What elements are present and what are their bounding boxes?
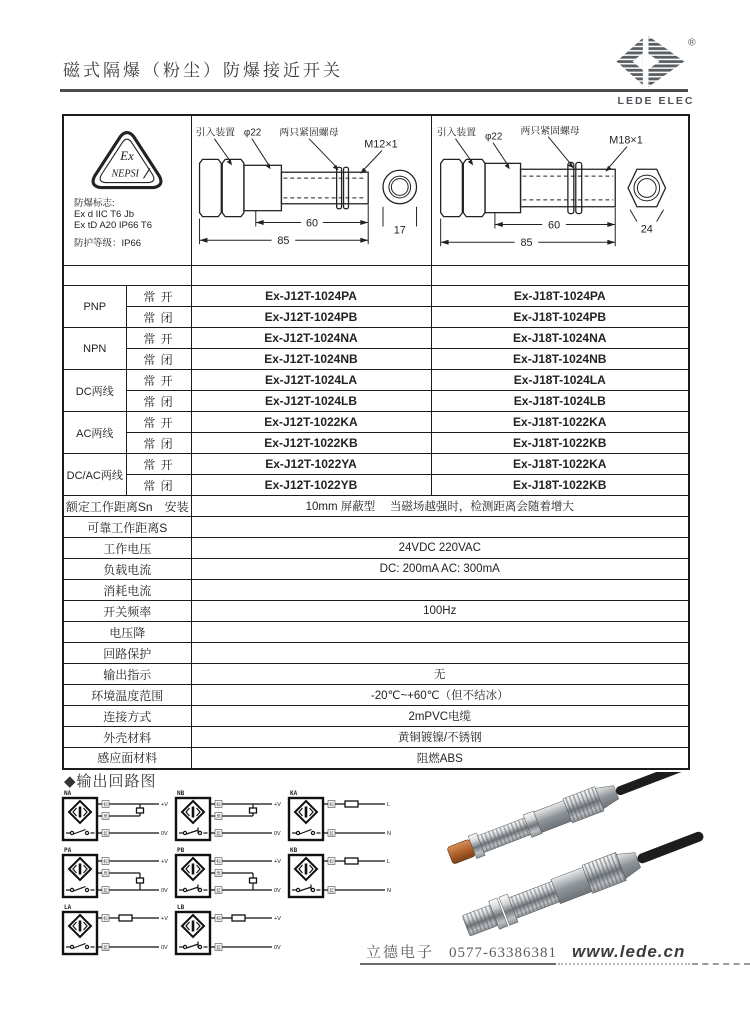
circuit-diagram-ka: [286, 788, 398, 844]
svg-text:LA: LA: [64, 904, 72, 911]
footer-underline-dashed: [692, 963, 750, 965]
svg-text:N: N: [387, 888, 391, 894]
svg-text:棕: 棕: [103, 916, 108, 922]
contact-cell: 常 闭: [126, 475, 191, 496]
model-cell-j12: Ex-J12T-1022YA: [191, 454, 431, 475]
spec-value: -20℃~+60℃（但不结冰）: [191, 685, 689, 706]
cert-label: 防爆标志:: [74, 198, 115, 209]
svg-text:0V: 0V: [161, 888, 168, 894]
category-cell: AC两线: [63, 412, 126, 454]
model-cell-j18: Ex-J18T-1024NA: [431, 328, 689, 349]
svg-text:NA: NA: [64, 790, 72, 797]
drawing1-thread-label: M12×1: [364, 138, 398, 151]
model-cell-j12: Ex-J12T-1022KA: [191, 412, 431, 433]
spec-label: 开关频率: [63, 601, 191, 622]
spec-label: 可靠工作距离S: [63, 517, 191, 538]
product-photo: [428, 772, 728, 962]
spec-value: [191, 622, 689, 643]
output-circuits-title: ◆输出回路图: [64, 774, 157, 790]
cert-ip: 防护等级：IP66: [74, 238, 142, 249]
model-cell-j12: Ex-J12T-1024LB: [191, 391, 431, 412]
category-cell: PNP: [63, 286, 126, 328]
spec-row: [63, 601, 689, 622]
spec-row: [63, 727, 689, 748]
svg-text:黑: 黑: [103, 814, 108, 820]
model-cell-j18: Ex-J18T-1022KA: [431, 454, 689, 475]
cert-line1: Ex d IIC T6 Jb: [74, 209, 135, 220]
circuit-diagram-na: [60, 788, 172, 844]
dimension-drawing-m12-cell: [191, 115, 431, 266]
drawing2-thread-label: M18×1: [609, 134, 643, 147]
drawing1-dim-85: 85: [277, 235, 290, 248]
model-row: [63, 412, 689, 433]
spec-row: [63, 748, 689, 769]
drawing1-lead-in-label: 引入装置: [195, 127, 236, 139]
model-row: [63, 475, 689, 496]
model-row: [63, 286, 689, 307]
drawing1-diameter-label: φ22: [243, 127, 262, 139]
model-cell-j12: Ex-J12T-1024PA: [191, 286, 431, 307]
brand-logo: [606, 34, 706, 107]
spec-row: [63, 622, 689, 643]
svg-text:NB: NB: [177, 790, 185, 797]
spec-row: [63, 496, 689, 517]
svg-text:蓝: 蓝: [216, 945, 221, 951]
svg-text:KA: KA: [290, 790, 298, 797]
header-divider: [60, 89, 688, 92]
svg-text:+V: +V: [161, 916, 168, 922]
svg-text:+V: +V: [161, 859, 168, 865]
registered-mark: ®: [687, 37, 696, 49]
dimension-drawing-m12: [192, 116, 430, 260]
svg-text:蓝: 蓝: [103, 831, 108, 837]
svg-text:0V: 0V: [161, 945, 168, 951]
circuit-diagram-pa: [60, 845, 172, 901]
model-cell-j18: Ex-J18T-1024PA: [431, 286, 689, 307]
model-row: [63, 349, 689, 370]
dimension-drawing-m18: [433, 116, 687, 260]
svg-text:棕: 棕: [103, 859, 108, 865]
svg-text:LB: LB: [177, 904, 185, 911]
model-cell-j12: Ex-J12T-1022YB: [191, 475, 431, 496]
svg-text:0V: 0V: [274, 888, 281, 894]
separator-row: [63, 266, 689, 286]
svg-text:蓝: 蓝: [103, 945, 108, 951]
spec-value: 24VDC 220VAC: [191, 538, 689, 559]
contact-cell: 常 开: [126, 412, 191, 433]
drawing1-nuts-label: 两只紧固螺母: [279, 127, 339, 139]
spec-value: [191, 643, 689, 664]
circuit-diagram-lb: [173, 902, 285, 958]
model-row: [63, 391, 689, 412]
spec-row: [63, 580, 689, 601]
circuit-diagram-pb: [173, 845, 285, 901]
lede-logo-icon: [609, 34, 703, 89]
svg-text:+V: +V: [161, 802, 168, 808]
circuit-diagram-kb: [286, 845, 398, 901]
svg-text:0V: 0V: [274, 831, 281, 837]
spec-row: [63, 538, 689, 559]
drawing2-nuts-label: 两只紧固螺母: [520, 125, 580, 137]
svg-text:0V: 0V: [274, 945, 281, 951]
spec-value: 10mm 屏蔽型 当磁场越强时，检测距离会随着增大: [191, 496, 689, 517]
spec-row: [63, 664, 689, 685]
model-cell-j18: Ex-J18T-1024NB: [431, 349, 689, 370]
nepsi-name-text: NEPSI: [111, 168, 140, 180]
spec-label: 连接方式: [63, 706, 191, 727]
drawing1-dim-60: 60: [305, 217, 319, 230]
model-cell-j12: Ex-J12T-1022KB: [191, 433, 431, 454]
product-table: [62, 114, 690, 770]
circuit-diagram-nb: [173, 788, 285, 844]
page-title: 磁式隔爆（粉尘）防爆接近开关: [63, 61, 343, 80]
category-cell: DC/AC两线: [63, 454, 126, 496]
certification-cell: [63, 115, 191, 266]
model-cell-j18: Ex-J18T-1024LA: [431, 370, 689, 391]
contact-cell: 常 闭: [126, 349, 191, 370]
spec-row: [63, 685, 689, 706]
svg-text:棕: 棕: [329, 802, 334, 808]
model-row: [63, 433, 689, 454]
model-cell-j12: Ex-J12T-1024PB: [191, 307, 431, 328]
model-cell-j12: Ex-J12T-1024NB: [191, 349, 431, 370]
model-cell-j18: Ex-J18T-1022KA: [431, 412, 689, 433]
model-row: [63, 307, 689, 328]
footer-underline-dotted: [558, 963, 690, 965]
spec-row: [63, 643, 689, 664]
brand-name: LEDE ELEC: [617, 95, 695, 107]
spacer-cell: [431, 266, 689, 286]
svg-text:蓝: 蓝: [103, 888, 108, 894]
spacer-cell: [63, 266, 191, 286]
spec-row: [63, 559, 689, 580]
spec-label: 消耗电流: [63, 580, 191, 601]
svg-text:棕: 棕: [216, 859, 221, 865]
svg-text:蓝: 蓝: [216, 831, 221, 837]
spec-value: [191, 517, 689, 538]
contact-cell: 常 开: [126, 328, 191, 349]
nepsi-ex-mark-icon: [83, 128, 171, 194]
spec-value: 黄铜镀镍/不锈钢: [191, 727, 689, 748]
model-cell-j18: Ex-J18T-1022KB: [431, 433, 689, 454]
spec-label: 额定工作距离Sn 安装: [63, 496, 191, 517]
model-row: [63, 328, 689, 349]
cert-line2: Ex tD A20 IP66 T6: [74, 220, 152, 231]
spec-value: 阻燃ABS: [191, 748, 689, 769]
svg-text:棕: 棕: [216, 802, 221, 808]
spec-label: 感应面材料: [63, 748, 191, 769]
spec-label: 外壳材料: [63, 727, 191, 748]
drawing2-diameter-label: φ22: [484, 131, 503, 143]
drawing1-dim-side: 17: [393, 224, 406, 237]
spec-value: [191, 580, 689, 601]
contact-cell: 常 闭: [126, 433, 191, 454]
svg-text:PA: PA: [64, 847, 72, 854]
spec-label: 回路保护: [63, 643, 191, 664]
contact-cell: 常 闭: [126, 391, 191, 412]
output-circuit-diagrams: [60, 788, 440, 960]
spec-label: 环境温度范围: [63, 685, 191, 706]
model-cell-j12: Ex-J12T-1024NA: [191, 328, 431, 349]
spec-value: 无: [191, 664, 689, 685]
svg-text:N: N: [387, 831, 391, 837]
spec-label: 输出指示: [63, 664, 191, 685]
footer-phone: 0577-63386381: [449, 945, 558, 961]
spec-row: [63, 706, 689, 727]
drawing2-lead-in-label: 引入装置: [436, 127, 476, 139]
footer: [366, 941, 685, 962]
model-cell-j18: Ex-J18T-1022KB: [431, 475, 689, 496]
spec-row: [63, 517, 689, 538]
drawing2-dim-85: 85: [520, 237, 533, 250]
dimension-drawing-m18-cell: [431, 115, 689, 266]
model-cell-j18: Ex-J18T-1024PB: [431, 307, 689, 328]
svg-text:0V: 0V: [161, 831, 168, 837]
contact-cell: 常 闭: [126, 307, 191, 328]
spec-label: 电压降: [63, 622, 191, 643]
svg-text:棕: 棕: [103, 802, 108, 808]
drawing2-dim-60: 60: [547, 219, 560, 232]
model-row: [63, 370, 689, 391]
category-cell: DC两线: [63, 370, 126, 412]
footer-underline-solid: [360, 963, 556, 965]
svg-text:蓝: 蓝: [329, 831, 334, 837]
footer-company: 立德电子: [366, 945, 435, 961]
svg-text:蓝: 蓝: [216, 888, 221, 894]
spacer-cell: [191, 266, 431, 286]
svg-text:棕: 棕: [216, 916, 221, 922]
nepsi-ex-text: Ex: [120, 149, 135, 164]
model-cell-j12: Ex-J12T-1024LA: [191, 370, 431, 391]
svg-text:棕: 棕: [329, 859, 334, 865]
svg-text:黑: 黑: [216, 814, 221, 820]
svg-text:KB: KB: [290, 847, 298, 854]
spec-label: 负载电流: [63, 559, 191, 580]
spec-value: DC: 200mA AC: 300mA: [191, 559, 689, 580]
drawing2-dim-side: 24: [640, 223, 653, 236]
category-cell: NPN: [63, 328, 126, 370]
footer-website: www.lede.cn: [572, 942, 686, 961]
model-row: [63, 454, 689, 475]
svg-text:蓝: 蓝: [329, 888, 334, 894]
spec-label: 工作电压: [63, 538, 191, 559]
svg-text:+V: +V: [274, 859, 281, 865]
spec-value: 2mPVC电缆: [191, 706, 689, 727]
contact-cell: 常 开: [126, 370, 191, 391]
contact-cell: 常 开: [126, 454, 191, 475]
model-cell-j18: Ex-J18T-1024LB: [431, 391, 689, 412]
svg-text:+V: +V: [274, 802, 281, 808]
svg-text:L: L: [387, 802, 391, 808]
spec-value: 100Hz: [191, 601, 689, 622]
circuit-diagram-la: [60, 902, 172, 958]
drawing-row: [63, 115, 689, 266]
svg-text:L: L: [387, 859, 391, 865]
svg-text:黑: 黑: [216, 871, 221, 877]
contact-cell: 常 开: [126, 286, 191, 307]
svg-text:黑: 黑: [103, 871, 108, 877]
svg-text:+V: +V: [274, 916, 281, 922]
svg-text:PB: PB: [177, 847, 185, 854]
